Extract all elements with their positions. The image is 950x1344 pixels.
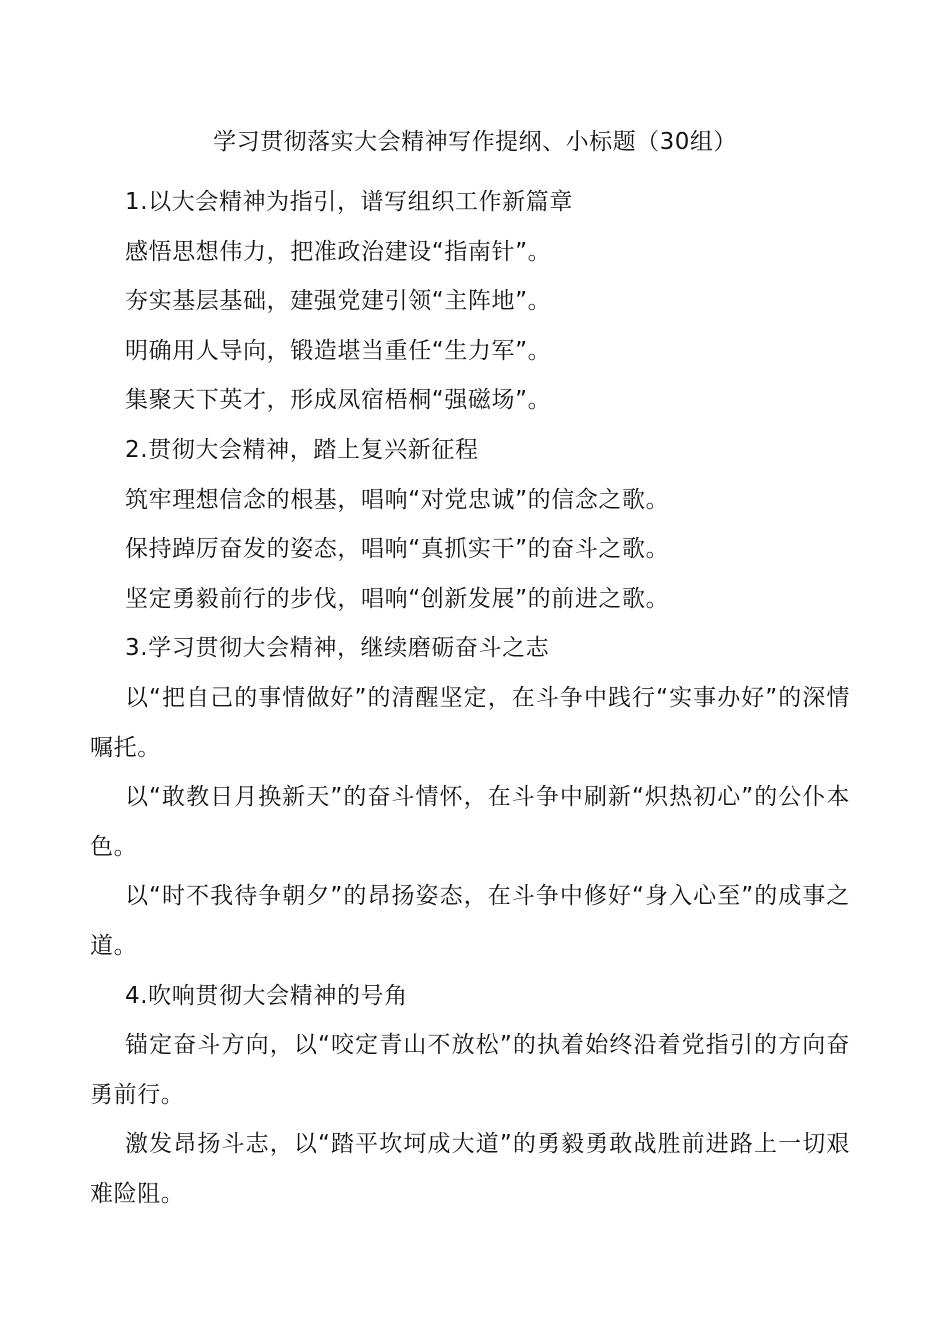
paragraph: 以“时不我待争朝夕”的昂扬姿态，在斗争中修好“身入心至”的成事之道。 [90,883,850,959]
heading-1: 1.以大会精神为指引，谱写组织工作新篇章 [125,189,573,215]
document-body [90,178,850,1219]
paragraph: 激发昂扬斗志，以“踏平坎坷成大道”的勇毅勇敢战胜前进路上一切艰难险阻。 [90,1131,850,1207]
heading-2: 2.贯彻大会精神，踏上复兴新征程 [125,436,479,463]
paragraph: 保持踔厉奋发的姿态，唱响“真抓实干”的奋斗之歌。 [125,536,670,563]
paragraph: 明确用人导向，锻造堪当重任“生力军”。 [125,337,552,364]
paragraph: 坚定勇毅前行的步伐，唱响“创新发展”的前进之歌。 [125,585,670,612]
paragraph: 夯实基层基础，建强党建引领“主阵地”。 [125,288,552,315]
paragraph: 感悟思想伟力，把准政治建设“指南针”。 [125,238,552,265]
heading-3: 3.学习贯彻大会精神，继续磨砺奋斗之志 [125,635,550,662]
paragraph: 集聚天下英才，形成凤宿梧桐“强磁场”。 [125,387,552,414]
heading-4: 4.吹响贯彻大会精神的号角 [125,982,408,1009]
paragraph: 筑牢理想信念的根基，唱响“对党忠诚”的信念之歌。 [125,486,670,513]
paragraph: 锚定奋斗方向，以“咬定青山不放松”的执着始终沿着党指引的方向奋勇前行。 [90,1032,850,1108]
paragraph: 以“把自己的事情做好”的清醒坚定，在斗争中践行“实事办好”的深情嘱托。 [90,684,850,761]
document-title: 学习贯彻落实大会精神写作提纲、小标题（30组） [213,129,737,155]
paragraph: 以“敢教日月换新天”的奋斗情怀，在斗争中刷新“炽热初心”的公仆本色。 [90,784,850,860]
